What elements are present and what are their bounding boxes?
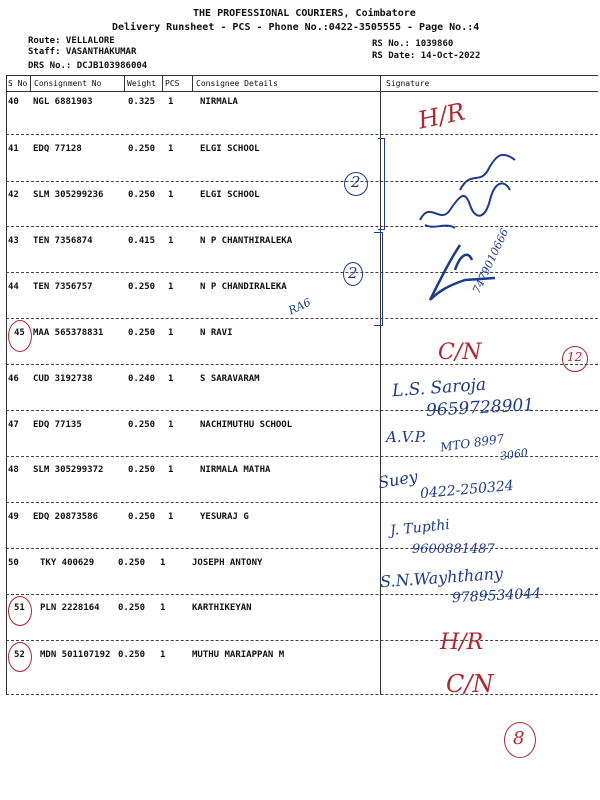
row-divider [6,502,598,503]
cell-weight: 0.250 [118,558,146,568]
cell-pcs: 1 [168,144,174,154]
cell-weight: 0.250 [128,328,156,338]
cell-weight: 0.250 [128,420,156,430]
cell-pcs: 1 [160,558,166,568]
cell-consignment: SLM 305299236 [33,190,104,200]
hr-mark-bottom: H/R [440,630,484,655]
cell-consignment: MAA 565378831 [33,328,104,338]
circle-sno-51 [8,596,32,626]
cell-weight: 0.240 [128,374,156,384]
cell-pcs: 1 [168,512,174,522]
runsheet-title: Delivery Runsheet - PCS - Phone No.:0422-3505555 - Page No.:4 [112,22,480,33]
cell-consignment: NGL 6881903 [33,97,93,107]
cell-pcs: 1 [160,650,166,660]
cell-pcs: 1 [168,190,174,200]
row-divider [6,694,598,695]
cell-pcs: 1 [160,603,166,613]
cell-consignment: EDQ 20873586 [33,512,99,522]
group-count-b: 2 [348,264,358,282]
col-header-weight: Weight [127,79,156,88]
circle-sno-45 [8,320,32,352]
cell-consignee: MUTHU MARIAPPAN M [192,650,285,660]
cell-consignment: TEN 7356874 [33,236,93,246]
cell-sno: 40 [8,97,19,107]
cn-mark-45: C/N [438,340,482,365]
group-count-a: 2 [351,173,361,191]
signature-47: A.V.P. [386,428,427,446]
cell-consignee: YESURAJ G [200,512,249,522]
cell-pcs: 1 [168,465,174,475]
bracket-43-44 [374,232,383,326]
cell-consignee: N RAVI [200,328,233,338]
cell-consignee: ELGI SCHOOL [200,144,260,154]
cell-consignee: NIRMALA [200,97,238,107]
col-header-signature: Signature [386,79,430,88]
count-12: 12 [567,350,583,364]
cell-weight: 0.250 [118,603,146,613]
number-47b: 3060 [499,446,529,463]
signature-50: S.N.Wayhthany [379,563,504,592]
cell-weight: 0.250 [128,512,156,522]
cell-sno: 52 [14,650,25,660]
cell-sno: 49 [8,512,19,522]
cell-pcs: 1 [168,236,174,246]
cell-pcs: 1 [168,282,174,292]
phone-vertical: 7479010666 [470,226,512,296]
phone-50: 9789534044 [451,585,542,607]
rs-number: RS No.: 1039860 [372,39,454,49]
cell-sno: 50 [8,558,19,568]
col-divider [30,75,31,91]
signature-49: J. Tupthi [389,516,451,540]
cell-sno: 51 [14,603,25,613]
cell-consignment: PLN 2228164 [40,603,100,613]
cell-consignment: TEN 7356757 [33,282,93,292]
col-header-sno: S No [8,79,28,88]
cell-consignee: S SARAVARAM [200,374,260,384]
rao-note: RA6 [286,295,313,318]
cell-pcs: 1 [168,97,174,107]
phone-49: 9600881487 [412,542,495,557]
col-header-consignment: Consignment No [34,79,102,88]
cn-mark-bottom: C/N [446,670,494,698]
company-name: THE PROFESSIONAL COURIERS, Coimbatore [193,8,416,19]
cell-weight: 0.250 [128,465,156,475]
col-header-consignee: Consignee Details [196,79,278,88]
cell-weight: 0.250 [118,650,146,660]
row-divider [6,640,598,641]
signature-46: L.S. Saroja [391,374,487,402]
table-header-border [6,91,598,92]
col-divider [192,75,193,91]
route-label: Route: VELLALORE [28,36,115,46]
cell-consignment: SLM 305299372 [33,465,104,475]
cell-sno: 44 [8,282,19,292]
cell-sno: 43 [8,236,19,246]
cell-pcs: 1 [168,328,174,338]
cell-sno: 46 [8,374,19,384]
cell-consignee: NIRMALA MATHA [200,465,271,475]
cell-pcs: 1 [168,420,174,430]
cell-pcs: 1 [168,374,174,384]
cell-sno: 47 [8,420,19,430]
phone-46: 9659728901 [425,395,535,421]
cell-consignment: TKY 400629 [40,558,95,568]
col-header-pcs: PCS [165,79,180,88]
rs-date: RS Date: 14-Oct-2022 [372,51,481,61]
cell-consignee: JOSEPH ANTONY [192,558,263,568]
count-8: 8 [513,728,525,749]
cell-consignment: CUD 3192738 [33,374,93,384]
row-divider [6,318,598,319]
phone-48: 0422-250324 [419,477,515,503]
cell-consignment: EDQ 77128 [33,144,82,154]
hr-mark-top: H/R [415,97,468,135]
cell-weight: 0.250 [128,190,156,200]
cell-weight: 0.415 [128,236,156,246]
table-top-border [6,75,598,76]
row-divider [6,364,598,365]
number-47: MTO 8997 [439,431,506,455]
row-divider [6,272,598,273]
cell-consignee: NACHIMUTHU SCHOOL [200,420,293,430]
cell-weight: 0.250 [128,282,156,292]
circle-sno-52 [8,642,32,672]
cell-sno: 45 [14,328,25,338]
cell-sno: 48 [8,465,19,475]
table-left-border [6,75,7,695]
row-divider [6,548,598,549]
cell-sno: 41 [8,144,19,154]
cell-sno: 42 [8,190,19,200]
col-divider [124,75,125,91]
cell-consignee: N P CHANTHIRALEKA [200,236,293,246]
col-divider [162,75,163,91]
cell-weight: 0.325 [128,97,156,107]
signature-48: Suey [376,466,420,493]
cell-consignee: N P CHANDIRALEKA [200,282,287,292]
scribble-signature-41-42 [410,130,530,240]
cell-consignment: EDQ 77135 [33,420,82,430]
cell-consignee: ELGI SCHOOL [200,190,260,200]
cell-consignee: KARTHIKEYAN [192,603,252,613]
drs-number: DRS No.: DCJB103986004 [28,61,148,71]
cell-weight: 0.250 [128,144,156,154]
staff-label: Staff: VASANTHAKUMAR [28,47,137,57]
cell-consignment: MDN 501107192 [40,650,111,660]
bracket-41-42 [378,138,385,230]
